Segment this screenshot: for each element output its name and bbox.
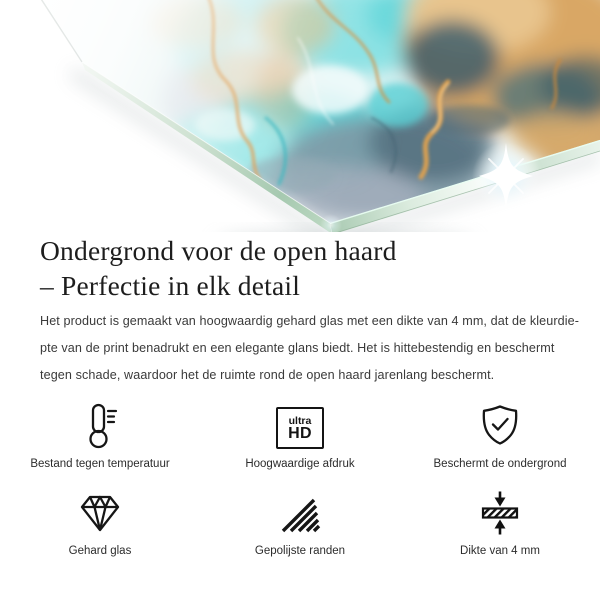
feature-polished-edges <box>200 488 400 558</box>
polished-edges-icon <box>278 488 322 536</box>
shield-check-icon <box>478 401 522 449</box>
feature-temperature <box>0 401 200 471</box>
thermometer-icon <box>78 401 122 449</box>
thickness-4mm-icon <box>478 488 522 536</box>
feature-thickness <box>400 488 600 558</box>
ultra-hd-icon <box>276 401 324 449</box>
feature-label: Bestand tegen temperatuur <box>30 458 170 470</box>
feature-label: Gepolijste randen <box>254 545 346 557</box>
page-title <box>40 233 397 303</box>
intro-line: pte van de print benadrukt en een elegante glans biedt. Het is hittebestendig en beschermt <box>40 341 555 355</box>
features-grid <box>0 401 600 575</box>
diamond-icon <box>78 488 122 536</box>
page-title-line2: – Perfectie in elk detail <box>40 270 301 301</box>
feature-label: Gehard glas <box>68 545 132 557</box>
page-title-line1: Ondergrond voor de open haard <box>40 235 397 266</box>
hero-product-image <box>0 0 600 232</box>
feature-print-quality <box>200 401 400 471</box>
feature-protection <box>400 401 600 471</box>
feature-tempered-glass <box>0 488 200 558</box>
intro-line: tegen schade, waardoor het de ruimte rond de open haard jarenlang beschermt. <box>40 368 495 382</box>
feature-label: Beschermt de ondergrond <box>433 458 567 470</box>
ultra-hd-text-top: ultra <box>288 414 312 427</box>
intro-line: Het product is gemaakt van hoogwaardig gehard glas met een dikte van 4 mm, dat de kleurdie- <box>40 314 580 328</box>
feature-label: Hoogwaardige afdruk <box>245 458 355 470</box>
intro-paragraph <box>40 308 579 389</box>
feature-label: Dikte van 4 mm <box>460 545 540 557</box>
ultra-hd-text-bottom: HD <box>288 424 312 442</box>
glass-panel-art <box>0 0 600 232</box>
